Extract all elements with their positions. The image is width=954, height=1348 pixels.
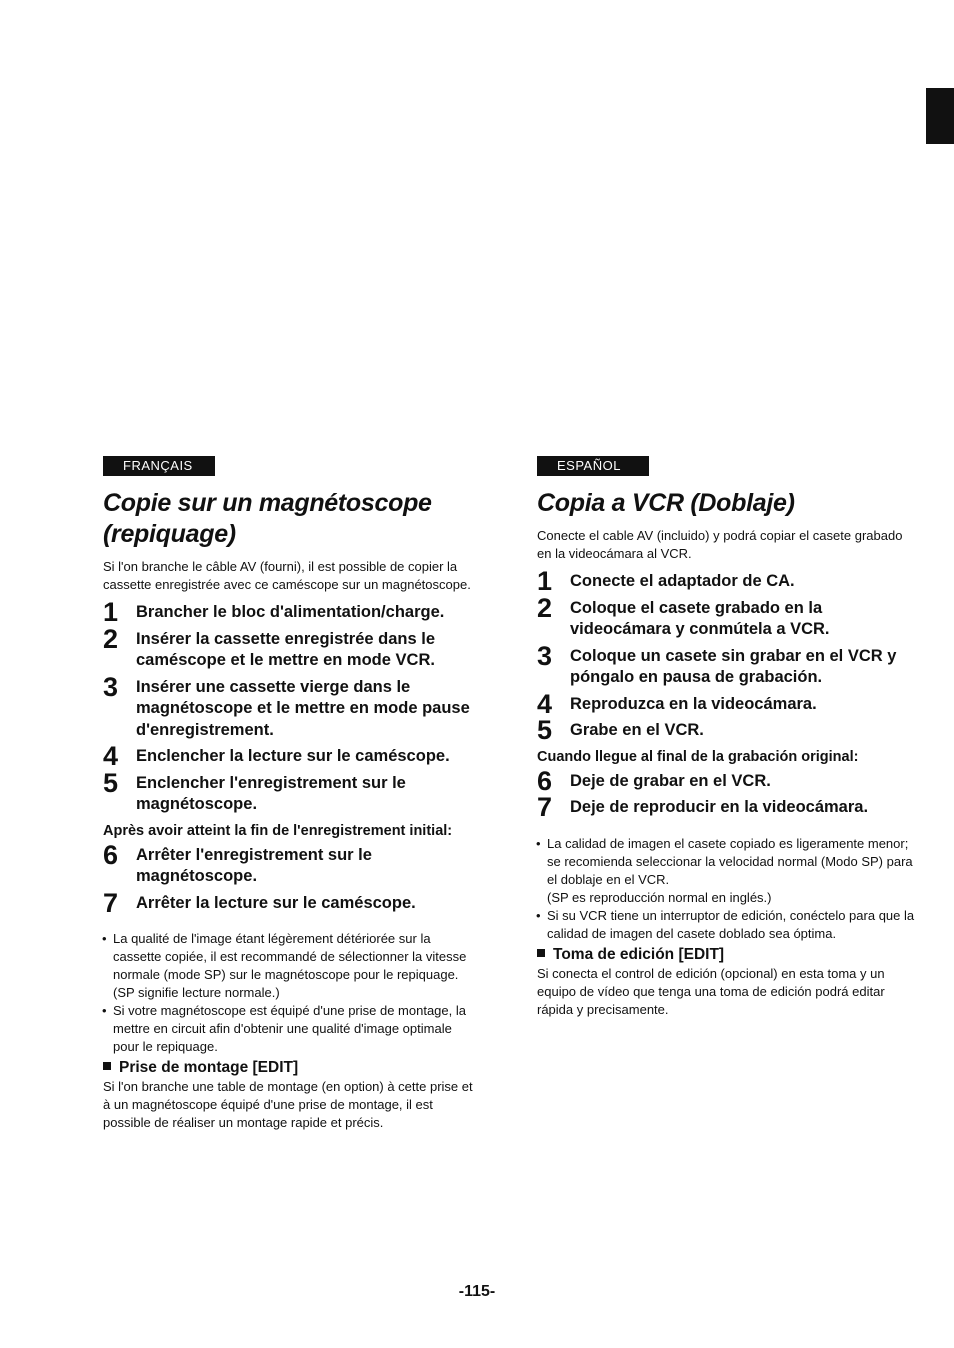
step-text: Coloque un casete sin grabar en el VCR y póngalo en pausa de grabación. [570, 646, 897, 686]
step-text: Deje de reproducir en la videocámara. [570, 798, 869, 816]
note-subtext: (SP signifie lecture normale.) [113, 985, 280, 1000]
note-es-1 [537, 835, 917, 907]
french-column [103, 456, 478, 1132]
step-text: Brancher le bloc d'alimentation/charge. [136, 603, 445, 621]
step-es-7 [537, 792, 917, 822]
step-text: Deje de grabar en el VCR. [570, 771, 771, 790]
step-number: 2 [537, 592, 553, 623]
intro-es: Conecte el cable AV (incluido) y podrá copiar el casete grabado en la videocámara al VCR. [537, 528, 903, 561]
step-fr-1 [103, 597, 478, 627]
title-fr-line1: Copie sur un magnétoscope [103, 489, 432, 517]
edit-title-fr: Prise de montage [EDIT] [119, 1059, 299, 1076]
edit-title-es: Toma de edición [EDIT] [553, 945, 725, 963]
bullet-icon: • [536, 835, 541, 851]
note-text: Si votre magnétoscope est équipé d'une prise de montage, la mettre en circuit afin d'obtenir une qualité d'image optimale pour le repiquage. [113, 1003, 466, 1054]
edit-body-fr: Si l'on branche une table de montage (en option) à cette prise et à un magnétoscope équipé d'une prise de montage, il est possible de réaliser un montage rapide et précis. [103, 1079, 473, 1130]
note-text: La calidad de imagen el casete copiado es ligeramente menor; se recomienda seleccionar la velocidad normal (Modo SP) para el doblaje en el VCR. [547, 835, 913, 887]
step-text: Arrêter l'enregistrement sur le magnétoscope. [136, 845, 372, 885]
steps2-es [537, 765, 917, 822]
step-text: Insérer la cassette enregistrée dans le caméscope et le mettre en mode VCR. [136, 629, 435, 669]
subhead-fr: Après avoir atteint la fin de l'enregistrement initial: [103, 822, 453, 839]
step-number: 5 [537, 715, 553, 745]
step-text: Coloque el casete grabado en la videocámara y conmútela a VCR. [570, 598, 830, 638]
subhead-es: Cuando llegue al final de la grabación original: [537, 748, 859, 765]
step-number: 6 [103, 839, 119, 870]
note-fr-2 [103, 1002, 478, 1056]
language-label-es: ESPAÑOL [537, 456, 649, 476]
square-bullet-icon [103, 1062, 111, 1070]
language-label-fr: FRANÇAIS [103, 456, 215, 476]
step-es-3 [537, 640, 917, 689]
bullet-icon: • [102, 931, 107, 946]
step-number: 1 [537, 566, 553, 596]
step-number: 2 [103, 623, 119, 654]
steps2-fr [103, 839, 478, 918]
step-text: Conecte el adaptador de CA. [570, 572, 795, 590]
step-fr-7 [103, 887, 478, 918]
edit-body-es: Si conecta el control de edición (opcional) en esta toma y un equipo de vídeo que tenga una toma de edición podrá editar rápida y precisamente. [537, 965, 885, 1017]
step-number: 6 [537, 765, 553, 796]
step-es-5 [537, 715, 917, 745]
page-number: -115- [458, 1283, 496, 1300]
intro-fr: Si l'on branche le câble AV (fourni), il est possible de copier la cassette enregistrée avec ce caméscope sur un magnétoscope. [103, 559, 471, 592]
step-text: Reproduzca en la videocámara. [570, 694, 817, 713]
step-text: Enclencher la lecture sur le caméscope. [136, 747, 450, 765]
step-text: Grabe en el VCR. [570, 721, 704, 739]
steps-es [537, 566, 917, 745]
step-es-4 [537, 688, 917, 719]
step-text: Arrêter la lecture sur le caméscope. [136, 893, 416, 912]
step-es-2 [537, 592, 917, 641]
step-number: 7 [537, 792, 553, 822]
bullet-icon: • [536, 907, 541, 923]
step-number: 5 [103, 767, 119, 798]
step-number: 7 [103, 887, 119, 918]
square-bullet-icon [537, 949, 545, 957]
title-es: Copia a VCR (Doblaje) [537, 489, 795, 517]
step-text: Enclencher l'enregistrement sur le magnétoscope. [136, 773, 406, 813]
step-text: Insérer une cassette vierge dans le magnétoscope et le mettre en mode pause d'enregistrement. [136, 677, 470, 739]
note-text: La qualité de l'image étant légèrement détériorée sur la cassette copiée, il est recommandé de sélectionner la vitesse normale (mode SP) sur le magnétoscope pour le repiquage. [113, 931, 467, 982]
step-es-6 [537, 765, 917, 796]
step-number: 4 [537, 688, 553, 719]
step-number: 4 [103, 741, 119, 771]
step-fr-5 [103, 767, 478, 816]
page-edge-tab [926, 88, 954, 144]
step-number: 3 [537, 640, 553, 671]
note-text: Si su VCR tiene un interruptor de edición, conéctelo para que la calidad de imagen del casete doblado sea óptima. [547, 907, 915, 941]
step-fr-2 [103, 623, 478, 672]
step-fr-6 [103, 839, 478, 888]
step-fr-4 [103, 741, 478, 771]
step-fr-3 [103, 671, 478, 742]
step-es-1 [537, 566, 917, 596]
step-number: 3 [103, 671, 119, 702]
note-fr-1 [103, 930, 478, 1002]
title-fr [103, 488, 478, 550]
notes-es [537, 835, 917, 943]
bullet-icon: • [102, 1003, 107, 1018]
note-es-2 [537, 907, 917, 943]
title-fr-line2: (repiquage) [103, 520, 236, 548]
steps-fr [103, 597, 478, 816]
note-subtext: (SP es reproducción normal en inglés.) [547, 889, 772, 905]
notes-fr [103, 930, 478, 1056]
spanish-column [537, 456, 917, 1019]
edit-heading-fr [103, 1058, 478, 1078]
edit-heading-es [537, 945, 917, 965]
step-number: 1 [103, 597, 119, 627]
